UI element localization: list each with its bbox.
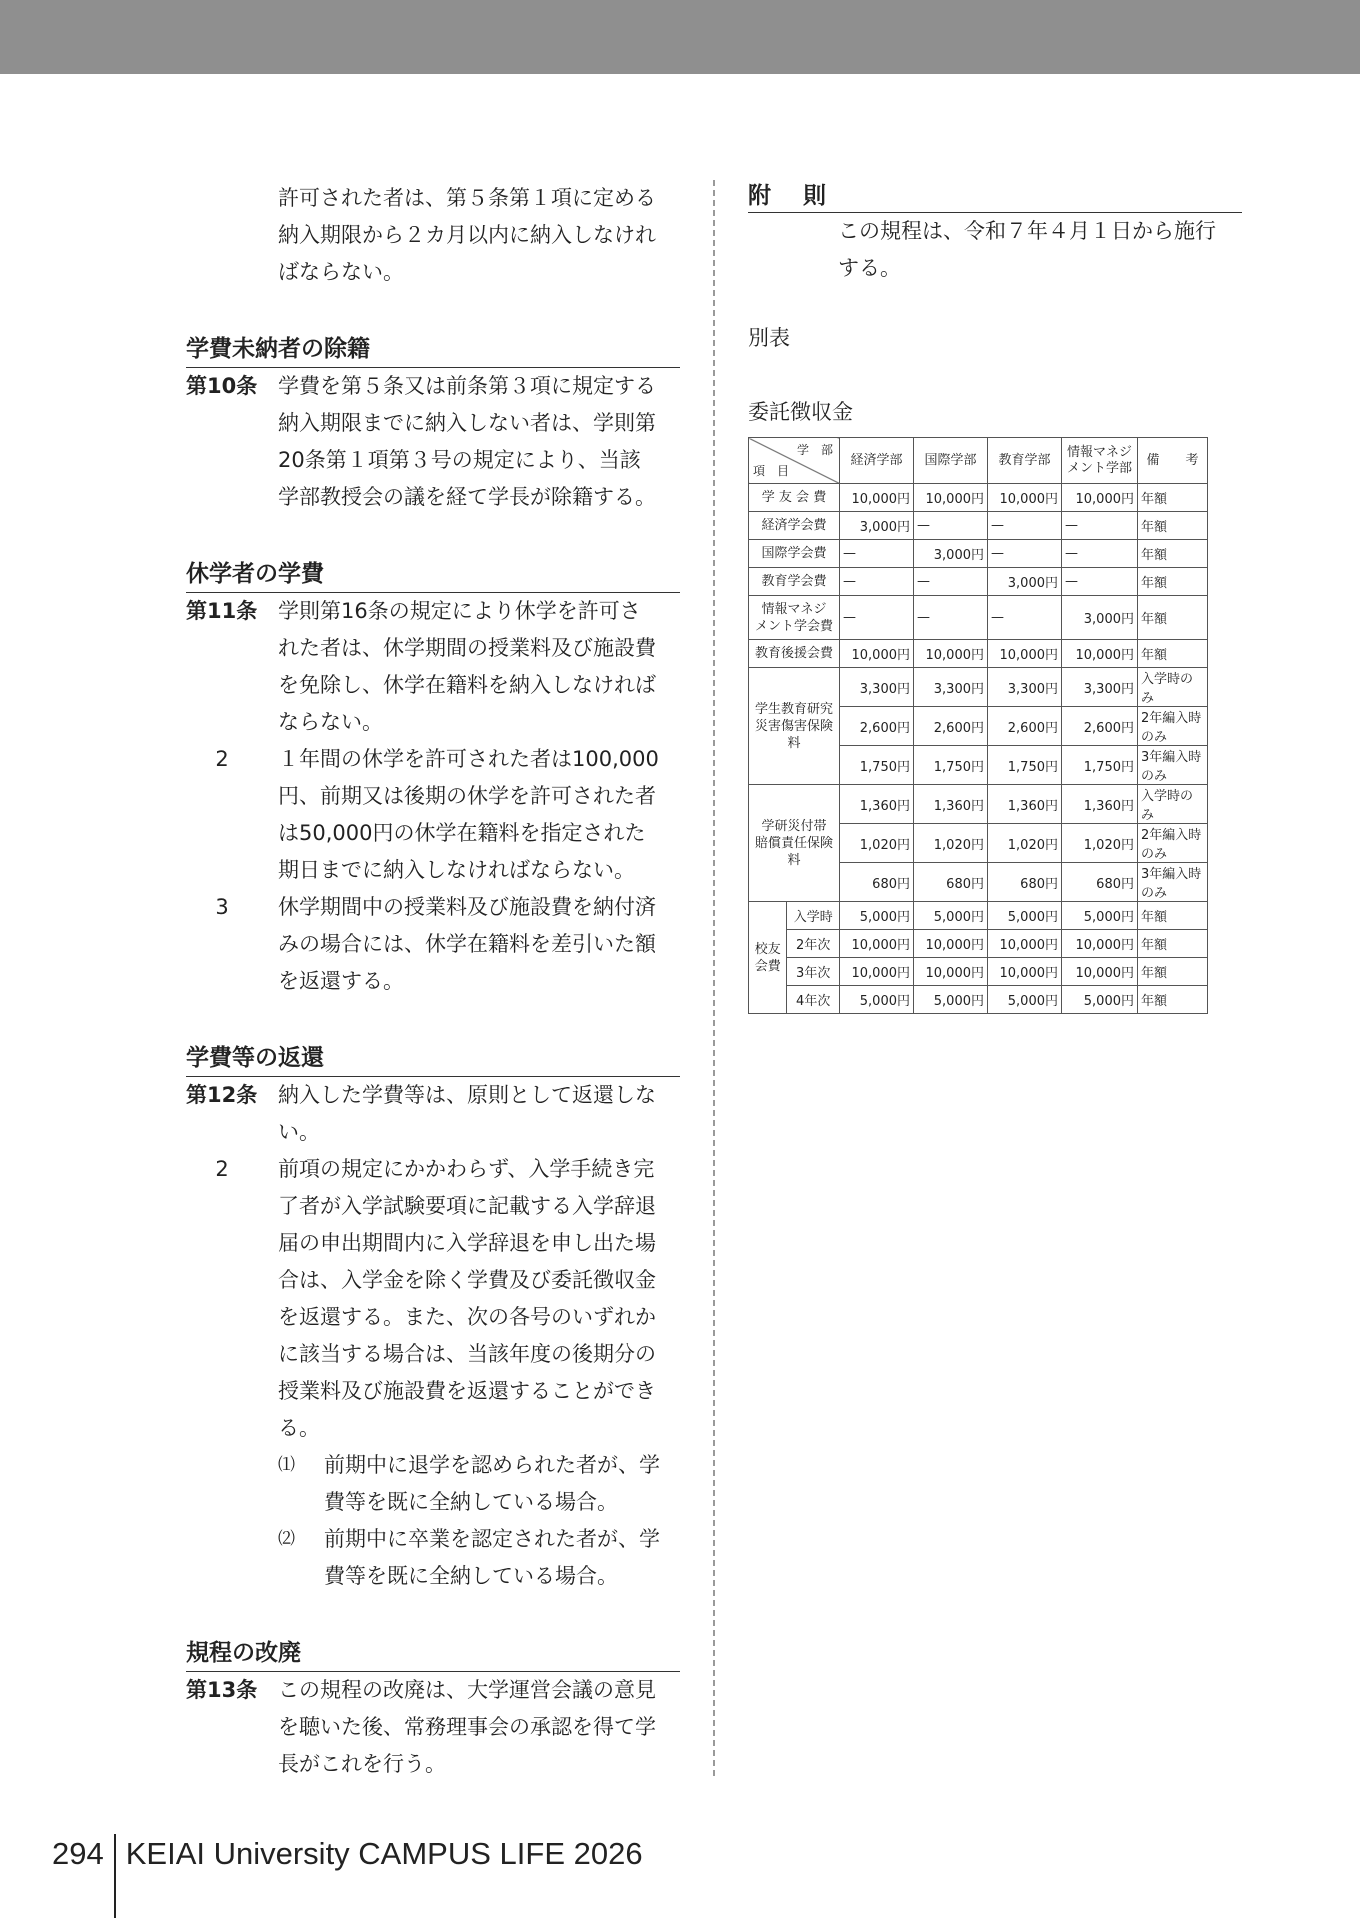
fee-cell: 1,360円 bbox=[840, 785, 914, 824]
group-label: 学研災付帯 賠償責任保険料 bbox=[749, 785, 840, 902]
article-11-paragraph-2 bbox=[186, 741, 680, 889]
fee-cell: 10,000円 bbox=[1062, 958, 1138, 986]
text-line: 届の申出期間内に入学辞退を申し出た場 bbox=[278, 1231, 656, 1255]
fee-cell: 5,000円 bbox=[1062, 902, 1138, 930]
fees-table bbox=[748, 437, 1208, 1014]
page-footer bbox=[52, 1836, 643, 1918]
table-row bbox=[749, 930, 1208, 958]
table-row bbox=[749, 484, 1208, 512]
fee-cell: 3,300円 bbox=[914, 668, 988, 707]
text-line: 納入期限から２カ月以内に納入しなけれ bbox=[278, 223, 656, 247]
fee-cell: 1,750円 bbox=[1062, 746, 1138, 785]
text-line: 期日までに納入しなければならない。 bbox=[278, 858, 635, 882]
text-line: を聴いた後、常務理事会の承認を得て学 bbox=[278, 1715, 656, 1739]
fee-cell: 10,000円 bbox=[1062, 484, 1138, 512]
text-line: 授業料及び施設費を返還することができ bbox=[278, 1379, 656, 1403]
page-number: 294 bbox=[52, 1836, 104, 1871]
article-number: 第10条 bbox=[186, 374, 258, 398]
fee-cell: 3,300円 bbox=[840, 668, 914, 707]
section-heading-amendment: 規程の改廃 bbox=[186, 1637, 680, 1672]
text-line: する。 bbox=[838, 256, 901, 280]
fee-cell: 10,000円 bbox=[840, 958, 914, 986]
table-row bbox=[749, 640, 1208, 668]
paragraph-number: 3 bbox=[215, 895, 229, 919]
section-heading-refund: 学費等の返還 bbox=[186, 1042, 680, 1077]
note-cell: 年額 bbox=[1138, 902, 1208, 930]
section-heading-unpaid: 学費未納者の除籍 bbox=[186, 333, 680, 368]
fee-cell: — bbox=[840, 540, 914, 568]
fee-cell: 10,000円 bbox=[840, 640, 914, 668]
paragraph-number: 2 bbox=[215, 747, 229, 771]
paragraph-number: 2 bbox=[215, 1157, 229, 1181]
text-line: 費等を既に全納している場合。 bbox=[324, 1564, 618, 1588]
note-cell: 年額 bbox=[1138, 596, 1208, 640]
fee-cell: — bbox=[914, 596, 988, 640]
fee-cell: — bbox=[988, 540, 1062, 568]
text-line: この規程の改廃は、大学運営会議の意見 bbox=[278, 1678, 656, 1702]
fee-cell: 10,000円 bbox=[914, 640, 988, 668]
column-header: 経済学部 bbox=[840, 438, 914, 484]
fee-cell: 680円 bbox=[988, 863, 1062, 902]
fee-cell: 1,020円 bbox=[840, 824, 914, 863]
column-header: 国際学部 bbox=[914, 438, 988, 484]
group-label: 学生教育研究 災害傷害保険料 bbox=[749, 668, 840, 785]
fee-cell: 5,000円 bbox=[988, 986, 1062, 1014]
row-label: 国際学会費 bbox=[749, 540, 840, 568]
corner-bottom: 項 目 bbox=[753, 464, 790, 478]
fee-cell: 10,000円 bbox=[988, 484, 1062, 512]
intro-paragraph bbox=[186, 180, 680, 291]
table-title: 委託徴収金 bbox=[748, 400, 853, 424]
column-divider bbox=[713, 180, 715, 1776]
left-column bbox=[186, 180, 680, 1783]
fee-cell: 680円 bbox=[1062, 863, 1138, 902]
note-cell: 3年編入時のみ bbox=[1138, 863, 1208, 902]
article-12 bbox=[186, 1077, 680, 1151]
text-line: 納入した学費等は、原則として返還しな bbox=[278, 1083, 656, 1107]
text-line: ならない。 bbox=[278, 710, 383, 734]
fee-cell: 1,750円 bbox=[914, 746, 988, 785]
fee-cell: 3,000円 bbox=[988, 568, 1062, 596]
text-line: れた者は、休学期間の授業料及び施設費 bbox=[278, 636, 656, 660]
right-column bbox=[748, 180, 1242, 1014]
corner-top: 学 部 bbox=[796, 443, 833, 457]
text-line: に該当する場合は、当該年度の後期分の bbox=[278, 1342, 656, 1366]
fee-cell: 10,000円 bbox=[1062, 930, 1138, 958]
text-line: る。 bbox=[278, 1416, 320, 1440]
fee-cell: — bbox=[914, 512, 988, 540]
text-line: 円、前期又は後期の休学を許可された者 bbox=[278, 784, 656, 808]
text-line: を免除し、休学在籍料を納入しなければ bbox=[278, 673, 656, 697]
note-cell: 年額 bbox=[1138, 958, 1208, 986]
fee-cell: 1,750円 bbox=[840, 746, 914, 785]
text-line: この規程は、令和７年４月１日から施行 bbox=[838, 219, 1216, 243]
text-line: 費等を既に全納している場合。 bbox=[324, 1490, 618, 1514]
fee-cell: 5,000円 bbox=[988, 902, 1062, 930]
row-label: 学 友 会 費 bbox=[749, 484, 840, 512]
fee-cell: 10,000円 bbox=[914, 930, 988, 958]
table-corner bbox=[749, 438, 840, 484]
text-line: い。 bbox=[278, 1120, 320, 1144]
fee-cell: 1,360円 bbox=[1062, 785, 1138, 824]
fee-cell: — bbox=[1062, 568, 1138, 596]
text-line: みの場合には、休学在籍料を差引いた額 bbox=[278, 932, 656, 956]
note-cell: 年額 bbox=[1138, 930, 1208, 958]
fee-cell: 1,020円 bbox=[914, 824, 988, 863]
fee-cell: — bbox=[840, 568, 914, 596]
fee-cell: 10,000円 bbox=[914, 958, 988, 986]
text-line: を返還する。 bbox=[278, 969, 404, 993]
table-row bbox=[749, 512, 1208, 540]
row-label: 経済学会費 bbox=[749, 512, 840, 540]
sub-label: 2年次 bbox=[787, 930, 840, 958]
column-header: 教育学部 bbox=[988, 438, 1062, 484]
item-mark: ⑴ bbox=[278, 1455, 295, 1475]
fee-cell: 5,000円 bbox=[840, 986, 914, 1014]
fee-cell: 3,000円 bbox=[1062, 596, 1138, 640]
table-row bbox=[749, 568, 1208, 596]
text-line: 学部教授会の議を経て学長が除籍する。 bbox=[278, 485, 656, 509]
text-line: 許可された者は、第５条第１項に定める bbox=[278, 186, 656, 210]
fee-cell: — bbox=[1062, 512, 1138, 540]
fee-cell: 1,750円 bbox=[988, 746, 1062, 785]
column-header: 情報マネジ メント学部 bbox=[1062, 438, 1138, 484]
article-11-paragraph-3 bbox=[186, 889, 680, 1000]
sub-label: 4年次 bbox=[787, 986, 840, 1014]
text-line: 長がこれを行う。 bbox=[278, 1752, 446, 1776]
note-cell: 年額 bbox=[1138, 540, 1208, 568]
table-row bbox=[749, 902, 1208, 930]
note-cell: 年額 bbox=[1138, 568, 1208, 596]
fee-cell: 3,300円 bbox=[1062, 668, 1138, 707]
text-line: 20条第１項第３号の規定により、当該 bbox=[278, 448, 641, 472]
footer-divider bbox=[114, 1834, 116, 1918]
table-row bbox=[749, 986, 1208, 1014]
fee-cell: 1,020円 bbox=[988, 824, 1062, 863]
text-line: を返還する。また、次の各号のいずれか bbox=[278, 1305, 656, 1329]
text-line: 前期中に退学を認められた者が、学 bbox=[324, 1453, 660, 1477]
table-row bbox=[749, 596, 1208, 640]
article-number: 第11条 bbox=[186, 599, 258, 623]
text-line: 了者が入学試験要項に記載する入学辞退 bbox=[278, 1194, 656, 1218]
fee-cell: 2,600円 bbox=[914, 707, 988, 746]
text-line: 納入期限までに納入しない者は、学則第 bbox=[278, 411, 656, 435]
fee-cell: — bbox=[1062, 540, 1138, 568]
item-mark: ⑵ bbox=[278, 1529, 295, 1549]
note-cell: 年額 bbox=[1138, 512, 1208, 540]
row-label: 情報マネジ メント学会費 bbox=[749, 596, 840, 640]
fee-cell: 10,000円 bbox=[914, 484, 988, 512]
sub-label: 3年次 bbox=[787, 958, 840, 986]
fee-cell: 1,020円 bbox=[1062, 824, 1138, 863]
sub-label: 入学時 bbox=[787, 902, 840, 930]
fee-cell: 5,000円 bbox=[1062, 986, 1138, 1014]
article-number: 第13条 bbox=[186, 1678, 258, 1702]
fee-cell: 3,300円 bbox=[988, 668, 1062, 707]
text-line: 休学期間中の授業料及び施設費を納付済 bbox=[278, 895, 656, 919]
note-cell: 年額 bbox=[1138, 484, 1208, 512]
table-row bbox=[749, 958, 1208, 986]
fee-cell: 5,000円 bbox=[914, 986, 988, 1014]
article-12-paragraph-2 bbox=[186, 1151, 680, 1447]
row-label: 教育学会費 bbox=[749, 568, 840, 596]
fee-cell: 1,360円 bbox=[988, 785, 1062, 824]
note-cell: 年額 bbox=[1138, 640, 1208, 668]
column-header: 備 考 bbox=[1138, 438, 1208, 484]
fee-cell: 10,000円 bbox=[840, 930, 914, 958]
note-cell: 2年編入時のみ bbox=[1138, 824, 1208, 863]
fee-cell: 3,000円 bbox=[914, 540, 988, 568]
text-line: 学則第16条の規定により休学を許可さ bbox=[278, 599, 641, 623]
table-row bbox=[749, 785, 1208, 824]
note-cell: 入学時のみ bbox=[1138, 668, 1208, 707]
table-row bbox=[749, 668, 1208, 707]
header-band bbox=[0, 0, 1360, 74]
group-label: 校友 会費 bbox=[749, 902, 787, 1014]
note-cell: 入学時のみ bbox=[1138, 785, 1208, 824]
fee-cell: — bbox=[914, 568, 988, 596]
fee-cell: 2,600円 bbox=[840, 707, 914, 746]
text-line: 学費を第５条又は前条第３項に規定する bbox=[278, 374, 656, 398]
fee-cell: 680円 bbox=[914, 863, 988, 902]
fee-cell: 680円 bbox=[840, 863, 914, 902]
note-cell: 2年編入時のみ bbox=[1138, 707, 1208, 746]
publication-title: KEIAI University CAMPUS LIFE 2026 bbox=[125, 1836, 643, 1871]
text-line: １年間の休学を許可された者は100,000 bbox=[278, 747, 659, 771]
fee-cell: — bbox=[988, 596, 1062, 640]
row-label: 教育後援会費 bbox=[749, 640, 840, 668]
fee-cell: — bbox=[840, 596, 914, 640]
supplementary-text bbox=[748, 213, 1242, 287]
fee-cell: 5,000円 bbox=[840, 902, 914, 930]
fee-cell: 1,360円 bbox=[914, 785, 988, 824]
item-2 bbox=[186, 1521, 680, 1595]
fee-cell: 2,600円 bbox=[1062, 707, 1138, 746]
fee-cell: 2,600円 bbox=[988, 707, 1062, 746]
article-10 bbox=[186, 368, 680, 516]
appendix-label: 別表 bbox=[748, 326, 790, 350]
text-line: 前期中に卒業を認定された者が、学 bbox=[324, 1527, 660, 1551]
article-number: 第12条 bbox=[186, 1083, 258, 1107]
section-heading-leave: 休学者の学費 bbox=[186, 558, 680, 593]
fee-cell: — bbox=[988, 512, 1062, 540]
note-cell: 年額 bbox=[1138, 986, 1208, 1014]
text-line: 前項の規定にかかわらず、入学手続き完 bbox=[278, 1157, 655, 1181]
fee-cell: 5,000円 bbox=[914, 902, 988, 930]
fee-cell: 10,000円 bbox=[1062, 640, 1138, 668]
text-line: は50,000円の休学在籍料を指定された bbox=[278, 821, 646, 845]
fee-cell: 10,000円 bbox=[988, 958, 1062, 986]
article-11 bbox=[186, 593, 680, 741]
article-13 bbox=[186, 1672, 680, 1783]
note-cell: 3年編入時のみ bbox=[1138, 746, 1208, 785]
fee-cell: 10,000円 bbox=[840, 484, 914, 512]
supplementary-heading: 附 則 bbox=[748, 180, 1242, 213]
text-line: 合は、入学金を除く学費及び委託徴収金 bbox=[278, 1268, 656, 1292]
item-1 bbox=[186, 1447, 680, 1521]
text-line: ばならない。 bbox=[278, 260, 404, 284]
fee-cell: 10,000円 bbox=[988, 640, 1062, 668]
fee-cell: 3,000円 bbox=[840, 512, 914, 540]
table-row bbox=[749, 540, 1208, 568]
fee-cell: 10,000円 bbox=[988, 930, 1062, 958]
